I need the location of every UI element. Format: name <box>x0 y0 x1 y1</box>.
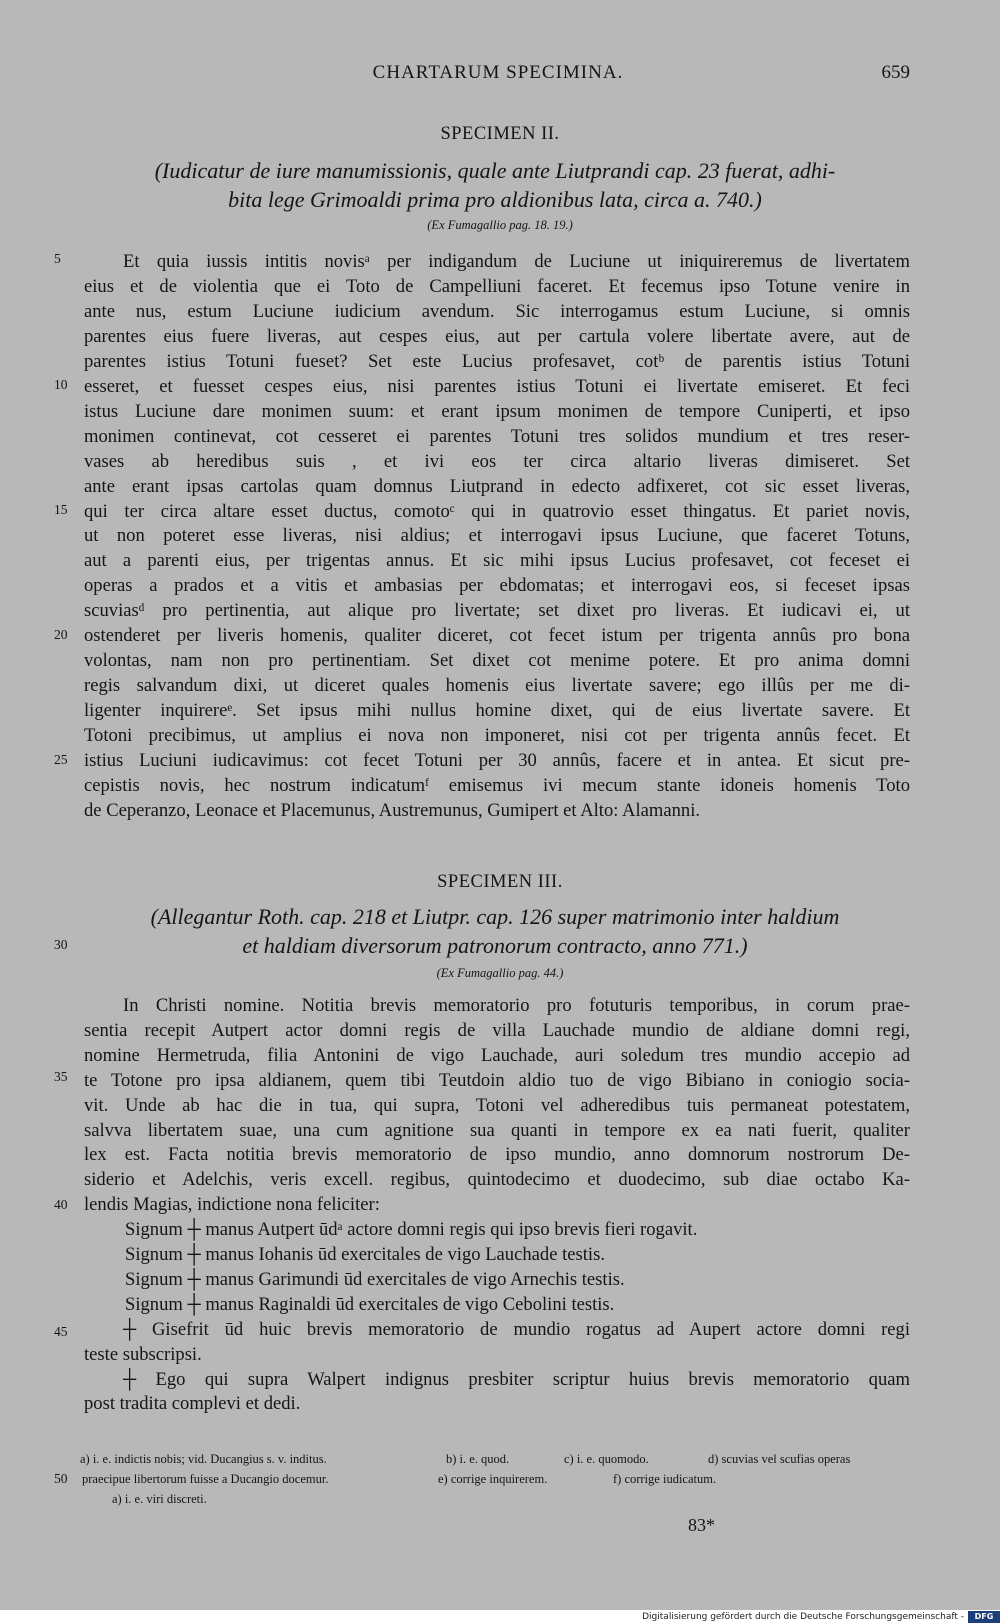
text-line: scuviasᵈ pro pertinentia, aut alique pro livertate; set dixet pro liveras. Et iudicavi ei, ut <box>84 600 910 622</box>
signature-mark: 83* <box>688 1515 715 1535</box>
footnote-a-spec3: a) i. e. viri discreti. <box>112 1492 207 1506</box>
dfg-logo: DFG <box>968 1611 1000 1623</box>
line-number: 5 <box>54 251 61 266</box>
text-line: volontas, nam non pro pertinentiam. Set dixet cot menime potere. Et pro anima domni <box>84 650 910 672</box>
line-number: 50 <box>54 1471 68 1486</box>
text-line: ostenderet per liveris homenis, qualiter diceret, cot fecet istum per trigenta annûs pro bona <box>84 625 910 647</box>
text-line: siderio et Adelchis, veris excell. regibus, quintodecimo et duodecimo, sub diae octabo Ka- <box>84 1169 910 1191</box>
text-line: lex est. Facta notitia brevis memoratorio de ipso mundio, anno domnorum nostrorum De- <box>84 1144 910 1166</box>
text-line: ligenter inquirereᵉ. Set ipsus mihi nullus homine dixet, qui de eius livertate savere. Et <box>84 700 910 722</box>
text-line: nomine Hermetruda, filia Antonini de vigo Lauchade, auri soledum tres mundio accepio ad <box>84 1044 910 1066</box>
text-line: Signum ┼ manus Garimundi ūd exercitales de vigo Arnechis testis. <box>125 1268 625 1290</box>
text-line: parentes eius fuere liveras, aut cespes eius, aut per cartula volere libertate avere, aut de <box>84 325 910 347</box>
text-line: Totoni precibimus, ut amplius ei nova non imponeret, nisi cot per trigenta annûs fecet. Et <box>84 725 910 747</box>
footnote-d: d) scuvias vel scufias operas <box>708 1452 851 1466</box>
specimen-2-subtitle-1: (Iudicatur de iure manumissionis, quale ante Liutprandi cap. 23 fuerat, adhi- <box>154 158 836 183</box>
text-line: aut a parenti eius, per trigentas annus. Et sic mihi ipsus Lucius profesavet, cot feceset ei <box>84 550 910 572</box>
specimen-3-subtitle-1: (Allegantur Roth. cap. 218 et Liutpr. cap. 126 super matrimonio inter haldium <box>150 904 840 929</box>
specimen-2-source: (Ex Fumagallio pag. 18. 19.) <box>427 218 573 232</box>
text-line: cepistis novis, hec nostrum indicatumᶠ emisemus ivi mecum stante idoneis homenis Toto <box>84 774 910 796</box>
text-line: lendis Magias, indictione nona feliciter: <box>84 1194 380 1216</box>
specimen-2-subtitle-2: bita lege Grimoaldi prima pro aldionibus lata, circa a. 740.) <box>228 187 762 212</box>
page-header <box>86 62 910 88</box>
text-line: operas a prados et a vitis et ambasias per ebdomatas; et interrogavi eos, si feceset ipsas <box>84 575 910 597</box>
text-line: qui ter circa altare esset ductus, comotoᶜ qui in quatrovio esset thingatus. Et pariet novis, <box>84 500 910 522</box>
text-line: monimen continevat, cot cesseret ei parentes Totuni tres solidos mundium et tres reser- <box>84 425 910 447</box>
text-line: Signum ┼ manus Iohanis ūd exercitales de vigo Lauchade testis. <box>125 1244 605 1265</box>
text-line: post tradita complevi et dedi. <box>84 1393 301 1415</box>
specimen-3-title: SPECIMEN III. <box>437 872 563 892</box>
footnote-e: e) corrige inquirerem. <box>438 1472 548 1486</box>
text-line: Signum ┼ manus Autpert ūdᵃ actore domni regis qui ipso brevis fieri rogavit. <box>125 1219 698 1241</box>
running-title: CHARTARUM SPECIMINA. <box>372 62 624 83</box>
text-line: ┼ Gisefrit ūd huic brevis memoratorio de mundio rogatus ad Aupert actore domni regi <box>123 1318 910 1340</box>
text-line: ┼ Ego qui supra Walpert indignus presbiter scriptur huius brevis memoratorio quam <box>123 1368 910 1390</box>
text-line: sentia recepit Autpert actor domni regis de villa Lauchade mundio de aldiane domni regi, <box>84 1019 910 1041</box>
line-number: 30 <box>54 937 68 952</box>
footnote-d-continued: praecipue libertorum fuisse a Ducangio docemur. <box>82 1472 329 1486</box>
text-line: esseret, et fuesset cespes eius, nisi parentes istius Totuni ei livertate emiseret. Et feci <box>84 375 910 397</box>
text-line: eius et de violentia que ei Toto de Campelliuni faceret. Et fecemus ipso Totune venire in <box>84 275 910 297</box>
specimen-3-subtitle-2: et haldiam diversorum patronorum contracto, anno 771.) <box>242 933 748 958</box>
line-number: 45 <box>54 1324 68 1339</box>
line-number: 35 <box>54 1069 68 1084</box>
text-line: Signum ┼ manus Raginaldi ūd exercitales de vigo Cebolini testis. <box>125 1293 615 1315</box>
text-line: de Ceperanzo, Leonace et Placemunus, Austremunus, Gumipert et Alto: Alamanni. <box>84 799 701 821</box>
line-number: 25 <box>54 752 68 767</box>
specimen-2-title: SPECIMEN II. <box>440 124 560 144</box>
text-line: ante erant ipsas cartolas quam domnus Liutprand in edecto adfixeret, cot sic esset liveras, <box>84 475 910 497</box>
line-number: 15 <box>54 502 68 517</box>
page-number: 659 <box>881 62 910 83</box>
text-line: In Christi nomine. Notitia brevis memoratorio pro fotuturis temporibus, in corum prae- <box>123 995 910 1016</box>
text-line: istius Luciuni iudicavimus: cot fecet Totuni per 30 annûs, facere et in antea. Et sicut pre- <box>84 750 910 771</box>
footer-credit: Digitalisierung gefördert durch die Deutsche Forschungsgemeinschaft - <box>642 1612 964 1622</box>
text-line: vases ab heredibus suis , et ivi eos ter circa altario liveras dimiseret. Set <box>84 450 910 472</box>
specimen-3-source: (Ex Fumagallio pag. 44.) <box>436 966 564 980</box>
footnote-b: b) i. e. quod. <box>446 1452 510 1466</box>
line-number: 40 <box>54 1197 68 1212</box>
text-line: ante nus, estum Luciune iudicium avendum. Sic interrogamus estum Luciune, si omnis <box>84 300 910 322</box>
line-number: 20 <box>54 627 68 642</box>
text-line: regis salvandum dixi, ut diceret quales homenis eius livertate savere; ego illûs per me di- <box>84 675 910 697</box>
text-line: Et quia iussis intitis novisᵃ per indigandum de Luciune ut iniquireremus de livertatem <box>123 251 910 272</box>
text-line: te Totone pro ipsa aldianem, quem tibi Teutdoin aldio tuo de vigo Bibiano in coniogio socia- <box>84 1069 910 1091</box>
footnote-f: f) corrige iudicatum. <box>613 1472 717 1486</box>
footnote-c: c) i. e. quomodo. <box>564 1452 649 1466</box>
footnote-a: a) i. e. indictis nobis; vid. Ducangius s. v. inditus. <box>80 1452 327 1466</box>
text-line: ut non poteret esse liveras, nisi aldius; et interrogavi ipsus Luciune, que faceret Totuns, <box>84 525 910 547</box>
line-number: 10 <box>54 377 68 392</box>
text-line: vit. Unde ab hac die in tua, qui supra, Totoni vel adheredibus tuis permaneat potestatem, <box>84 1094 910 1116</box>
text-line: parentes istius Totuni fueset? Set este Lucius profesavet, cotᵇ de parentis istius Totuni <box>84 350 910 372</box>
text-line: teste subscripsi. <box>84 1343 202 1365</box>
text-line: istus Luciune dare monimen suum: et erant ipsum monimen de tempore Cuniperti, et ipso <box>84 400 910 422</box>
text-line: salvva libertatem suae, una cum agnitione sua quanti in tempore ex ea nati fuerit, qualiter <box>84 1119 910 1141</box>
